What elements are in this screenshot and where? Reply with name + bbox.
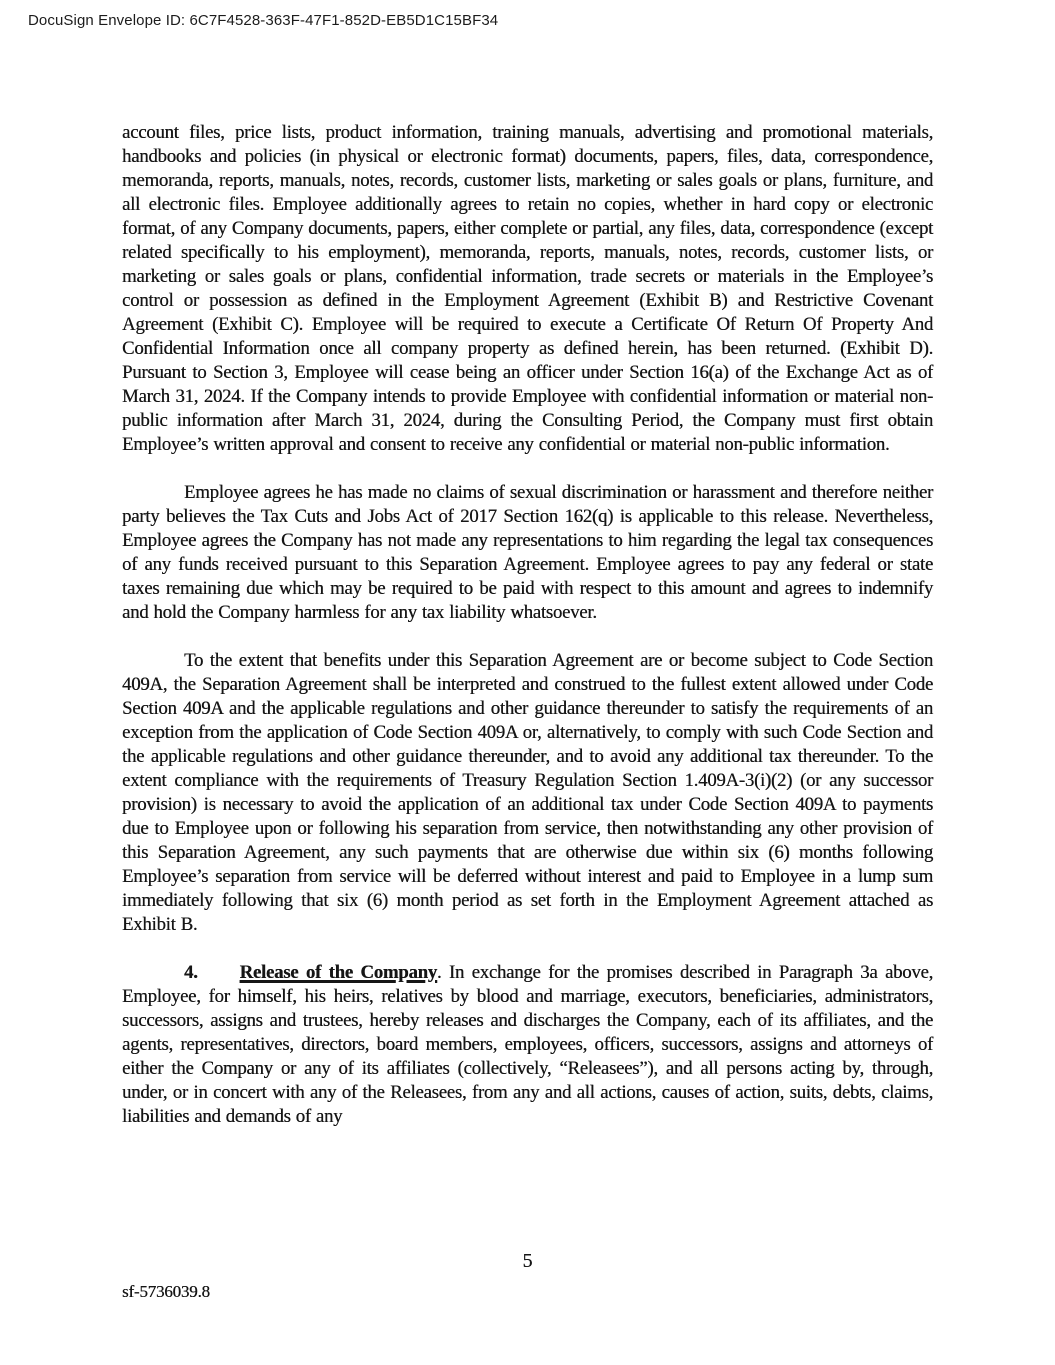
section-number: 4. [184,962,198,983]
docusign-envelope-id: DocuSign Envelope ID: 6C7F4528-363F-47F1-852D-EB5D1C15BF34 [28,12,499,29]
paragraph-tax-liability: Employee agrees he has made no claims of sexual discrimination or harassment and therefore neither party believes the Tax Cuts and Jobs Act of 2017 Section 162(q) is applicable to this release. Nevertheless, Employee agrees the Company has not made any representations to him regarding the legal tax consequences of any funds received pursuant to this Separation Agreement. Employee agrees to pay any federal or state taxes remaining due which may be required to be paid with respect to this amount and agrees to indemnify and hold the Company harmless for any tax liability whatsoever. [122,482,933,623]
section-heading: Release of the Company [239,962,437,983]
section-body-text: . In exchange for the promises described in Paragraph 3a above, Employee, for himself, his heirs, relatives by blood and marriage, executors, beneficiaries, administrators, successors, assigns and trustees, hereby releases and discharges the Company, each of its affiliates, and the agents, representatives, directors, board members, employees, officers, successors, assigns and attorneys of either the Company or any of its affiliates (collectively, “Releasees”), and all persons acting by, through, under, or in concert with any of the Releasees, from any and all actions, causes of action, suits, debts, claims, liabilities and demands of any [122,962,933,1127]
paragraph-property-return: account files, price lists, product information, training manuals, advertising and promotional materials, handbooks and policies (in physical or electronic format) documents, papers, files, data, correspondence, memoranda, reports, manuals, notes, records, customer lists, marketing or sales goals or plans, furniture, and all electronic files. Employee additionally agrees to retain no copies, whether in hard copy or electronic format, of any Company documents, papers, either complete or partial, any files, data, correspondence (except related specifically to his employment), memoranda, reports, manuals, notes, records, customer lists, or marketing or sales goals or plans, confidential information, trade secrets or materials in the Employee’s control or possession as defined in the Employment Agreement (Exhibit B) and Restrictive Covenant Agreement (Exhibit C). Employee will be required to execute a Certificate Of Return Of Property And Confidential Information once all company property as defined herein, has been returned. (Exhibit D). Pursuant to Section 3, Employee will cease being an officer under Section 16(a) of the Exchange Act as of March 31, 2024. If the Company intends to provide Employee with confidential information or material non-public information after March 31, 2024, during the Consulting Period, the Company must first obtain Employee’s written approval and consent to receive any confidential or material non-public information. [122,122,933,455]
document-reference-number: sf-5736039.8 [122,1282,210,1301]
paragraph-section-409a: To the extent that benefits under this Separation Agreement are or become subject to Code Section 409A, the Separation Agreement shall be interpreted and construed to the fullest extent allowed under Code Section 409A and the applicable regulations and other guidance thereunder to satisfy the requirements of an exception from the application of Code Section 409A or, alternatively, to comply with such Code Section and the applicable regulations and other guidance thereunder, and to avoid any additional tax thereunder. To the extent compliance with the requirements of Treasury Regulation Section 1.409A-3(i)(2) (or any successor provision) is necessary to avoid the application of an additional tax under Code Section 409A to payments due to Employee upon or following his separation from service, then notwithstanding any other provision of this Separation Agreement, any such payments that are otherwise due within six (6) months following Employee’s separation from service will be deferred without interest and paid to Employee in a lump sum immediately following that six (6) month period as set forth in the Employment Agreement attached as Exhibit B. [122,650,933,935]
document-body [122,121,933,1153]
page-number: 5 [522,1250,533,1272]
paragraph-release-of-company [122,961,933,1129]
